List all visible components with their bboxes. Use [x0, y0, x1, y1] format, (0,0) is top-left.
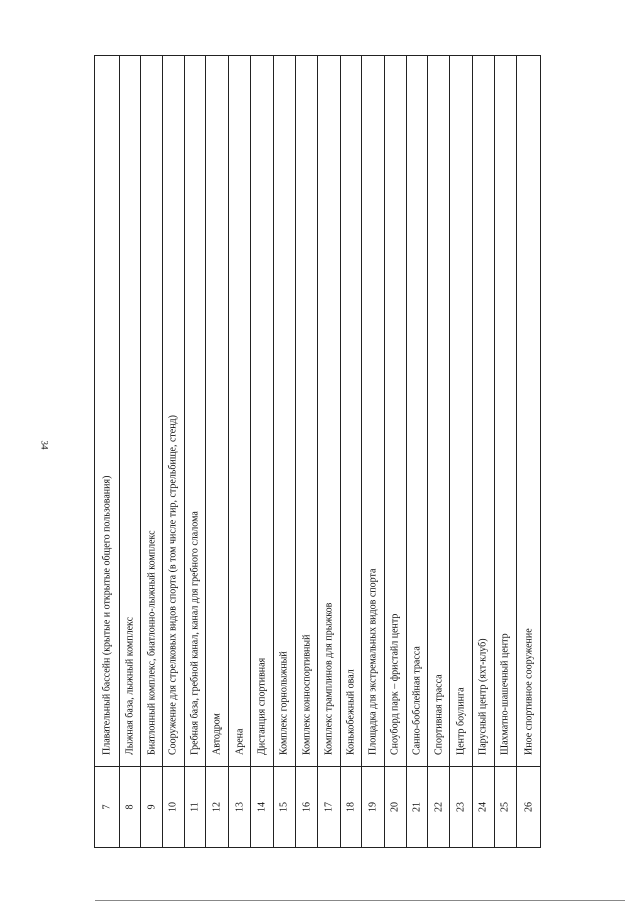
- facility-name: Спортивная трасса: [433, 674, 445, 755]
- facility-name: Центр боулинга: [455, 687, 467, 755]
- row-number-cell: [95, 766, 119, 847]
- row-number-cell: [385, 766, 406, 847]
- table-row: [251, 56, 274, 847]
- facility-name: Шахматно-шашечный центр: [499, 633, 511, 755]
- row-number-cell: [274, 766, 296, 847]
- row-number: 25: [499, 802, 511, 812]
- row-number-cell: [251, 766, 273, 847]
- row-number: 24: [477, 802, 489, 812]
- facility-name: Парусный центр (яхт-клуб): [477, 638, 489, 755]
- facility-name: Лыжная база, лыжный комплекс: [124, 616, 136, 755]
- row-number-cell: [428, 766, 449, 847]
- facility-name: Сноуборд парк – фристайл центр: [389, 613, 401, 755]
- row-number: 9: [146, 804, 158, 810]
- row-number: 26: [523, 802, 535, 812]
- facility-name: Арена: [234, 728, 246, 755]
- table-row: [185, 56, 207, 847]
- facility-name: Плавательный бассейн (крытые и открытые общего пользования): [101, 475, 113, 755]
- table-row: [274, 56, 297, 847]
- row-number: 19: [367, 802, 379, 812]
- row-number: 22: [433, 802, 445, 812]
- facility-name: Сооружение для стрелковых видов спорта (в том числе тир, стрельбище, стенд): [167, 415, 179, 755]
- table-row: [362, 56, 385, 847]
- row-number: 14: [256, 802, 268, 812]
- table-row: [296, 56, 318, 847]
- row-number: 21: [411, 802, 423, 812]
- facility-name: Дистанция спортивная: [256, 657, 268, 755]
- table-row: [385, 56, 407, 847]
- row-number-cell: [141, 766, 162, 847]
- table-row: [517, 56, 540, 847]
- table-row: [95, 56, 120, 847]
- table-row: [163, 56, 185, 847]
- row-number-cell: [296, 766, 317, 847]
- scan-edge-line: [95, 900, 625, 901]
- row-number-cell: [120, 766, 141, 847]
- table-row: [341, 56, 363, 847]
- table-row: [407, 56, 429, 847]
- facility-name: Биатлонный комплекс, биатлонно-лыжный комплекс: [146, 530, 158, 755]
- row-number: 17: [323, 802, 335, 812]
- row-number-cell: [318, 766, 340, 847]
- facility-name: Комплекс трамплинов для прыжков: [323, 602, 335, 755]
- row-number: 23: [455, 802, 467, 812]
- facility-name: Автодром: [211, 713, 223, 755]
- facility-name: Комплекс горнолыжный: [278, 651, 290, 755]
- facility-name: Гребная база, гребной канал, канал для гребного слалома: [189, 511, 201, 755]
- row-number: 8: [124, 804, 136, 810]
- table-row: [473, 56, 495, 847]
- row-number-cell: [450, 766, 472, 847]
- row-number-cell: [163, 766, 184, 847]
- sports-facilities-table: [94, 55, 541, 848]
- row-number: 15: [278, 802, 290, 812]
- facility-name: Иное спортивное сооружение: [523, 628, 535, 755]
- row-number-cell: [229, 766, 250, 847]
- row-number-cell: [185, 766, 206, 847]
- table-row: [141, 56, 163, 847]
- row-number: 16: [301, 802, 313, 812]
- facility-name: Санно-бобслейная трасса: [411, 646, 423, 755]
- row-number-cell: [407, 766, 428, 847]
- row-number-cell: [495, 766, 517, 847]
- page-number: 34: [39, 440, 50, 450]
- row-number-cell: [341, 766, 362, 847]
- row-number: 10: [167, 802, 179, 812]
- row-number: 13: [234, 802, 246, 812]
- row-number: 7: [101, 804, 113, 810]
- table-row: [318, 56, 341, 847]
- table-row: [206, 56, 229, 847]
- row-number-cell: [517, 766, 540, 847]
- row-number: 20: [389, 802, 401, 812]
- table-row: [428, 56, 450, 847]
- table-row: [120, 56, 142, 847]
- row-number: 11: [189, 802, 201, 812]
- row-number: 12: [211, 802, 223, 812]
- table-row: [229, 56, 251, 847]
- facility-name: Конькобежный овал: [345, 669, 357, 755]
- facility-name: Площадка для экстремальных видов спорта: [367, 568, 379, 755]
- row-number: 18: [345, 802, 357, 812]
- table-row: [450, 56, 473, 847]
- table-row: [495, 56, 518, 847]
- facility-name: Комплекс конноспортивный: [301, 634, 313, 755]
- row-number-cell: [206, 766, 228, 847]
- row-number-cell: [362, 766, 384, 847]
- row-number-cell: [473, 766, 494, 847]
